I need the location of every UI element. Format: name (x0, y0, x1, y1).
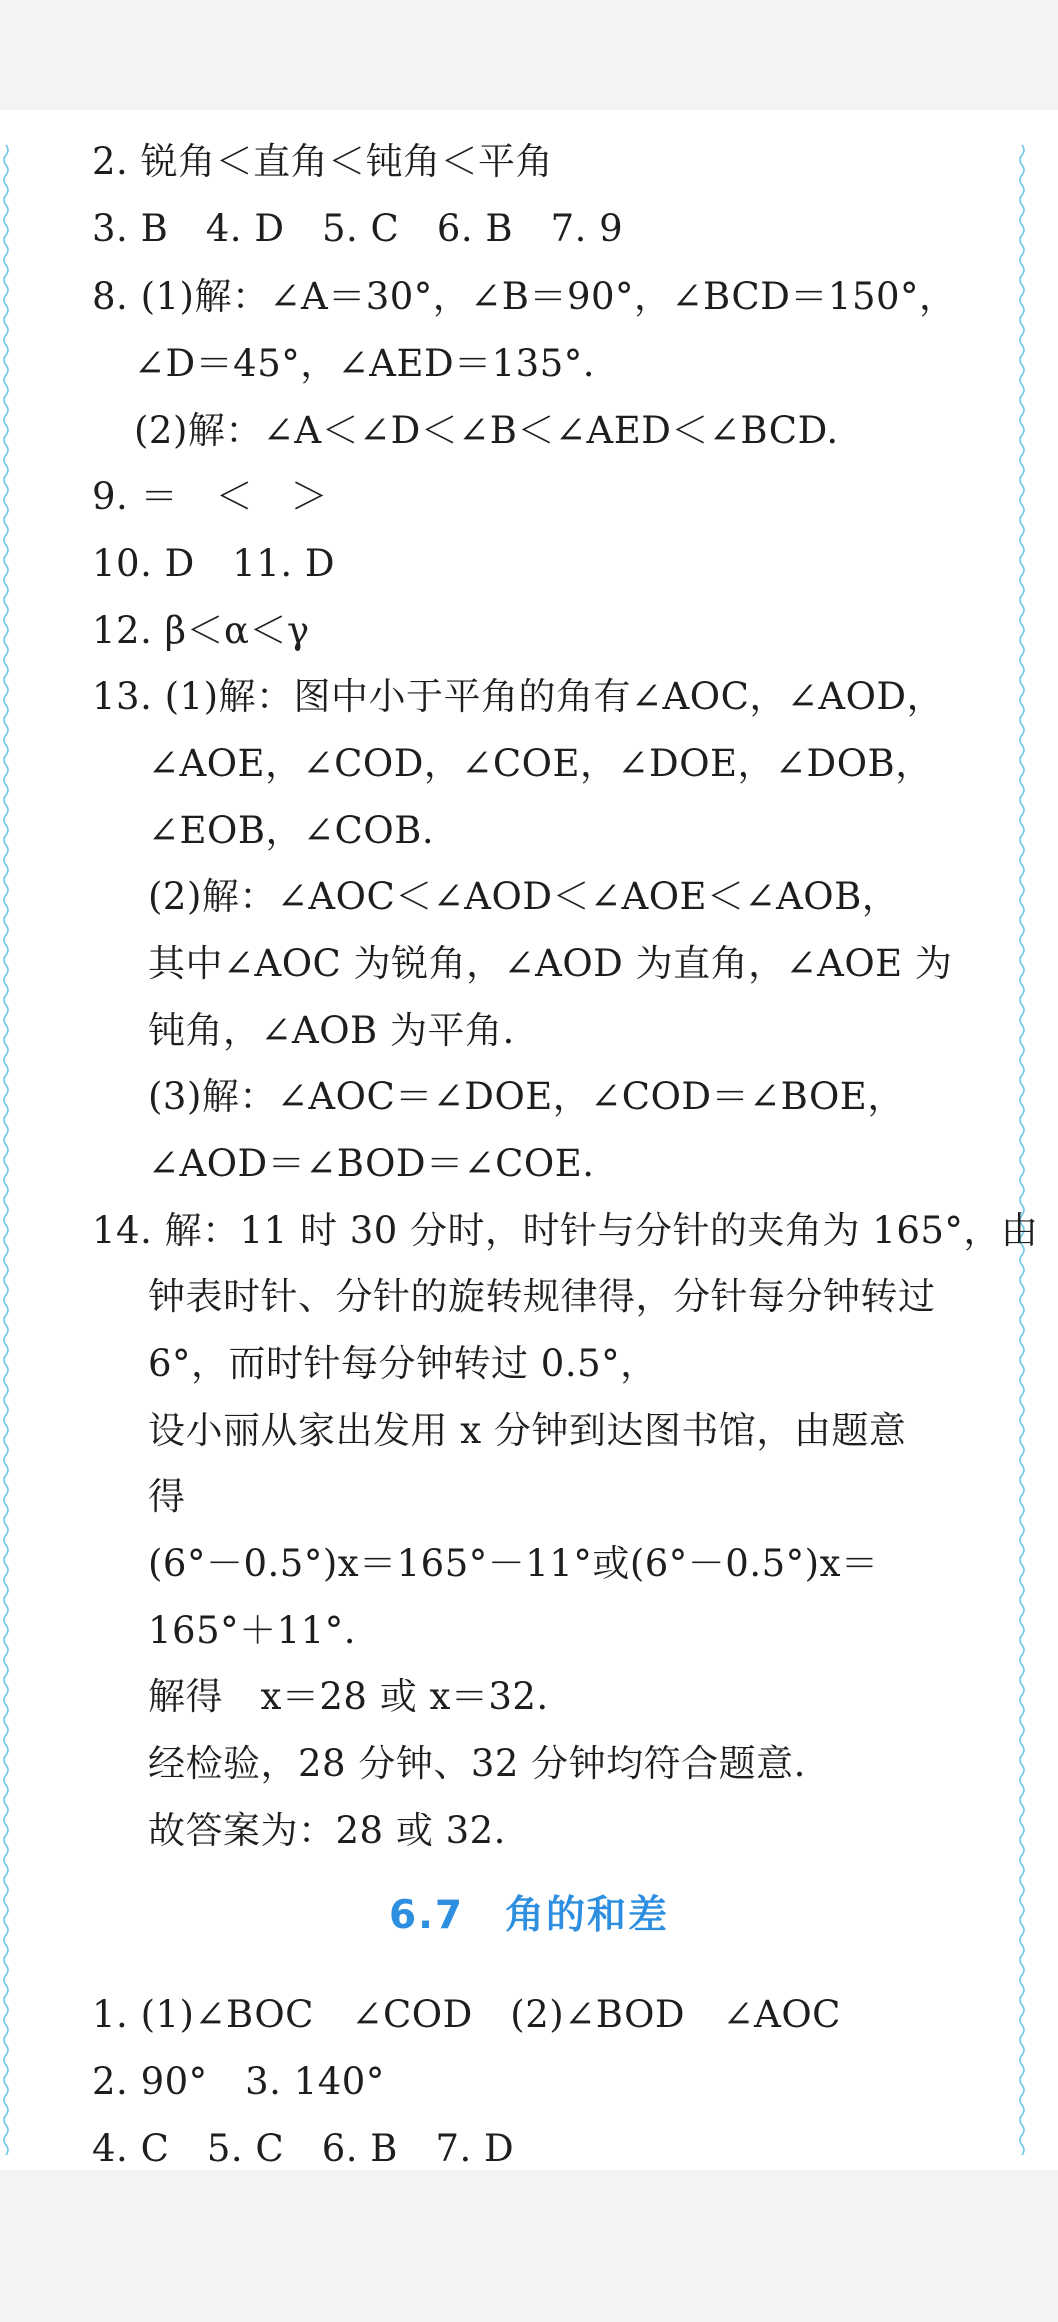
section-title: 6.7 角的和差 (388, 1893, 670, 1938)
answer-line-14-cont-1: 钟表时针、分针的旋转规律得，分针每分钟转过 (148, 1275, 936, 1318)
answer-line-14-answer: 故答案为：28 或 32. (148, 1809, 506, 1852)
answer-line-14-cont-3: 设小丽从家出发用 x 分钟到达图书馆，由题意 (148, 1409, 907, 1452)
answer-line-14-equation-end: 165°＋11°. (148, 1609, 356, 1652)
answer-line-14-check: 经检验，28 分钟、32 分钟均符合题意. (148, 1742, 806, 1785)
section-answer-line-1: 1. (1)∠BOC ∠COD (2)∠BOD ∠AOC (92, 1993, 841, 2036)
answer-line-14-solution: 解得 x＝28 或 x＝32. (148, 1675, 549, 1718)
answer-line-9: 9. ＝ ＜ ＞ (92, 475, 329, 518)
answer-line-13-3-end: ∠AOD＝∠BOD＝∠COE. (148, 1142, 595, 1185)
answer-line-13-2-cont: 其中∠AOC 为锐角，∠AOD 为直角，∠AOE 为 (148, 942, 953, 985)
answer-line-14-cont-4: 得 (148, 1475, 186, 1518)
answer-line-10-11: 10. D 11. D (92, 542, 336, 585)
section-answer-line-2-3: 2. 90° 3. 140° (92, 2060, 385, 2103)
right-wavy-border (1016, 145, 1028, 2155)
section-answer-line-4-7: 4. C 5. C 6. B 7. D (92, 2127, 515, 2170)
answer-line-8-2: (2)解：∠A＜∠D＜∠B＜∠AED＜∠BCD. (134, 409, 839, 452)
answer-line-14-equation: (6°－0.5°)x＝165°－11°或(6°－0.5°)x＝ (148, 1542, 879, 1585)
answer-line-13-3: (3)解：∠AOC＝∠DOE，∠COD＝∠BOE， (148, 1075, 905, 1118)
answer-line-14: 14. 解：11 时 30 分时，时针与分针的夹角为 165°，由 (92, 1209, 1039, 1252)
answer-line-3-7: 3. B 4. D 5. C 6. B 7. 9 (92, 207, 624, 250)
answer-line-13-2: (2)解：∠AOC＜∠AOD＜∠AOE＜∠AOB， (148, 875, 900, 918)
answer-line-2: 2. 锐角＜直角＜钝角＜平角 (92, 140, 554, 183)
answer-line-13-1: 13. (1)解：图中小于平角的角有∠AOC，∠AOD， (92, 675, 945, 718)
left-wavy-border (0, 145, 12, 2155)
answer-line-13-2-end: 钝角，∠AOB 为平角. (148, 1009, 515, 1052)
answer-line-14-cont-2: 6°，而时针每分钟转过 0.5°， (148, 1342, 658, 1385)
answer-line-13-1-end: ∠EOB，∠COB. (148, 809, 435, 852)
answer-line-12: 12. β＜α＜γ (92, 609, 310, 652)
answer-line-13-1-cont: ∠AOE，∠COD，∠COE，∠DOE，∠DOB， (148, 742, 933, 785)
answer-line-8-1-cont: ∠D＝45°，∠AED＝135°. (134, 342, 596, 385)
answer-line-8-1: 8. (1)解：∠A＝30°，∠B＝90°，∠BCD＝150°， (92, 275, 957, 318)
